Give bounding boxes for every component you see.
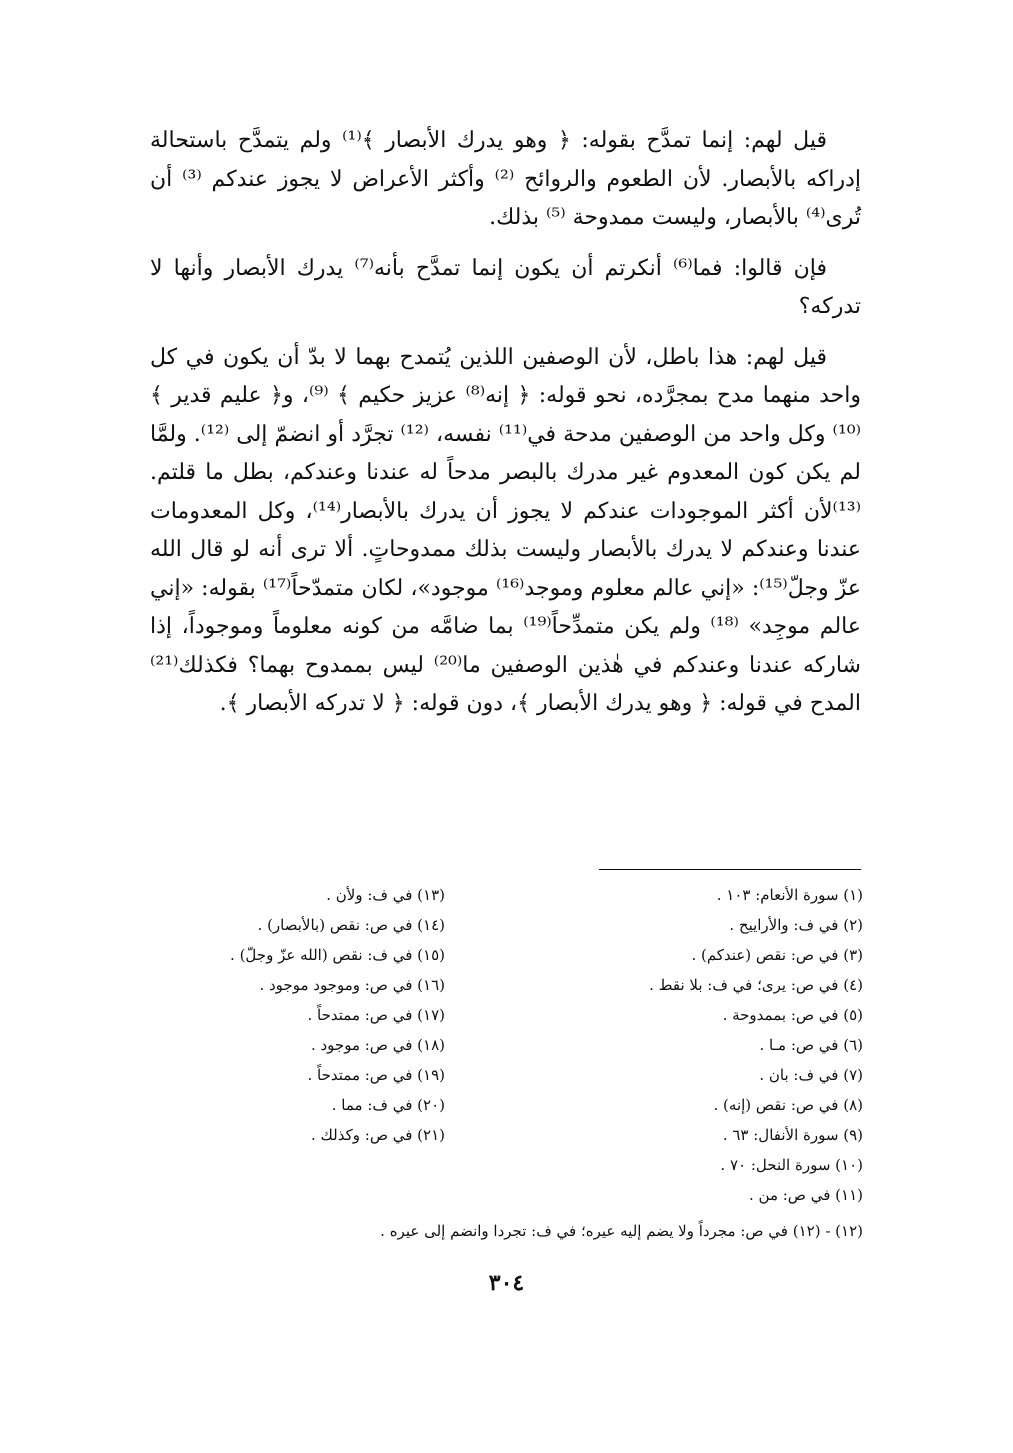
footnote: (٤) في ص: يرى؛ في ف: بلا نقط .	[649, 976, 863, 994]
footnote: (٢١) في ص: وكذلك .	[310, 1126, 445, 1144]
footnote: (١٣) في ف: ولأن .	[326, 886, 445, 904]
footnote: (١٤) في ص: نقص (بالأبصار) .	[257, 916, 445, 934]
footnote: (١١) في ص: من .	[749, 1186, 863, 1204]
footnote: (١٩) في ص: ممتدحاً .	[307, 1066, 445, 1084]
footnote: (١٦) في ص: وموجود موجود .	[259, 976, 445, 994]
paragraph-1: قيل لهم: إنما تمدَّح بقوله: ﴿ وهو يدرك الأبصار ﴾⁽¹⁾ ولم يتمدَّح باستحالة إدراكه بالأبصار. لأن الطعوم والروائح ⁽²⁾ وأكثر الأعراض لا يجوز عندكم ⁽³⁾ أن تُرى⁽⁴⁾ بالأبصار، وليست ممدوحة ⁽⁵⁾ بذلك.	[150, 128, 861, 230]
footnote: (١٥) في ف: نقص (الله عزّ وجلّ) .	[230, 946, 445, 964]
page-number: ٣٠٤	[488, 1270, 525, 1296]
paragraph-2: فإن قالوا: فما⁽⁶⁾ أنكرتم أن يكون إنما تمدَّح بأنه⁽⁷⁾ يدرك الأبصار وأنها لا تدركه؟	[150, 255, 861, 319]
footnote: (١٠) سورة النحل: ٧٠ .	[720, 1156, 863, 1174]
footnote-wide: (١٢) - (١٢) في ص: مجرداً ولا يضم إليه عيره؛ في ف: تجردا وانضم إلى عيره .	[380, 1222, 863, 1240]
footnote: (٦) في ص: مـا .	[759, 1036, 863, 1054]
footnote: (٩) سورة الأنفال: ٦٣ .	[722, 1126, 863, 1144]
footnote: (٧) في ف: بان .	[759, 1066, 863, 1084]
footnote: (١) سورة الأنعام: ١٠٣ .	[716, 886, 863, 904]
footnote: (٨) في ص: نقص (إنه) .	[713, 1096, 863, 1114]
footnotes-left-column	[230, 880, 445, 1150]
footnote: (١٧) في ص: ممتدحاً .	[307, 1006, 445, 1024]
footnote: (٣) في ص: نقص (عندكم) .	[691, 946, 863, 964]
paragraph-3: قيل لهم: هذا باطل، لأن الوصفين اللذين يُتمدح بهما لا بدّ أن يكون في كل واحد منهما مدح بمجرَّده، نحو قوله: ﴿ إنه⁽⁸⁾ عزيز حكيم ﴾ ⁽⁹⁾، و﴿ عليم قدير ﴾⁽¹⁰⁾ وكل واحد من الوصفين مدحة في⁽¹¹⁾ نفسه، ⁽¹²⁾ تجرَّد أو انضمّ إلى ⁽¹²⁾. ولمَّا لم يكن كون المعدوم غير مدرك بالبصر مدحاً له عندنا وعندكم، بطل ما قلتم. ⁽¹³⁾لأن أكثر الموجودات عندكم لا يجوز أن يدرك بالأبصار⁽¹⁴⁾، وكل المعدومات عندنا وعندكم لا يدرك بالأبصار وليست بذلك ممدوحاتٍ. ألا ترى أنه لو قال الله عزّ وجلّ⁽¹⁵⁾: «إني عالم معلوم وموجد⁽¹⁶⁾ موجود»، لكان متمدّحاً⁽¹⁷⁾ بقوله: «إني عالم موجِد» ⁽¹⁸⁾ ولم يكن متمدِّحاً⁽¹⁹⁾ بما ضامَّه من كونه معلوماً وموجوداً، إذا شاركه عندنا وعندكم في هٰذين الوصفين ما⁽²⁰⁾ ليس بممدوح بهما؟ فكذلك⁽²¹⁾ المدح في قوله: ﴿ وهو يدرك الأبصار ﴾، دون قوله: ﴿ لا تدركه الأبصار ﴾.	[150, 344, 862, 716]
footnote: (٢) في ف: والأراييح .	[729, 916, 863, 934]
footnotes-right-column	[649, 880, 863, 1210]
main-text	[150, 122, 861, 736]
footnote: (١٨) في ص: موجود .	[310, 1036, 445, 1054]
footnote: (٢٠) في ف: مما .	[331, 1096, 445, 1114]
footnote-divider	[599, 869, 861, 870]
footnote: (٥) في ص: بممدوحة .	[722, 1006, 863, 1024]
